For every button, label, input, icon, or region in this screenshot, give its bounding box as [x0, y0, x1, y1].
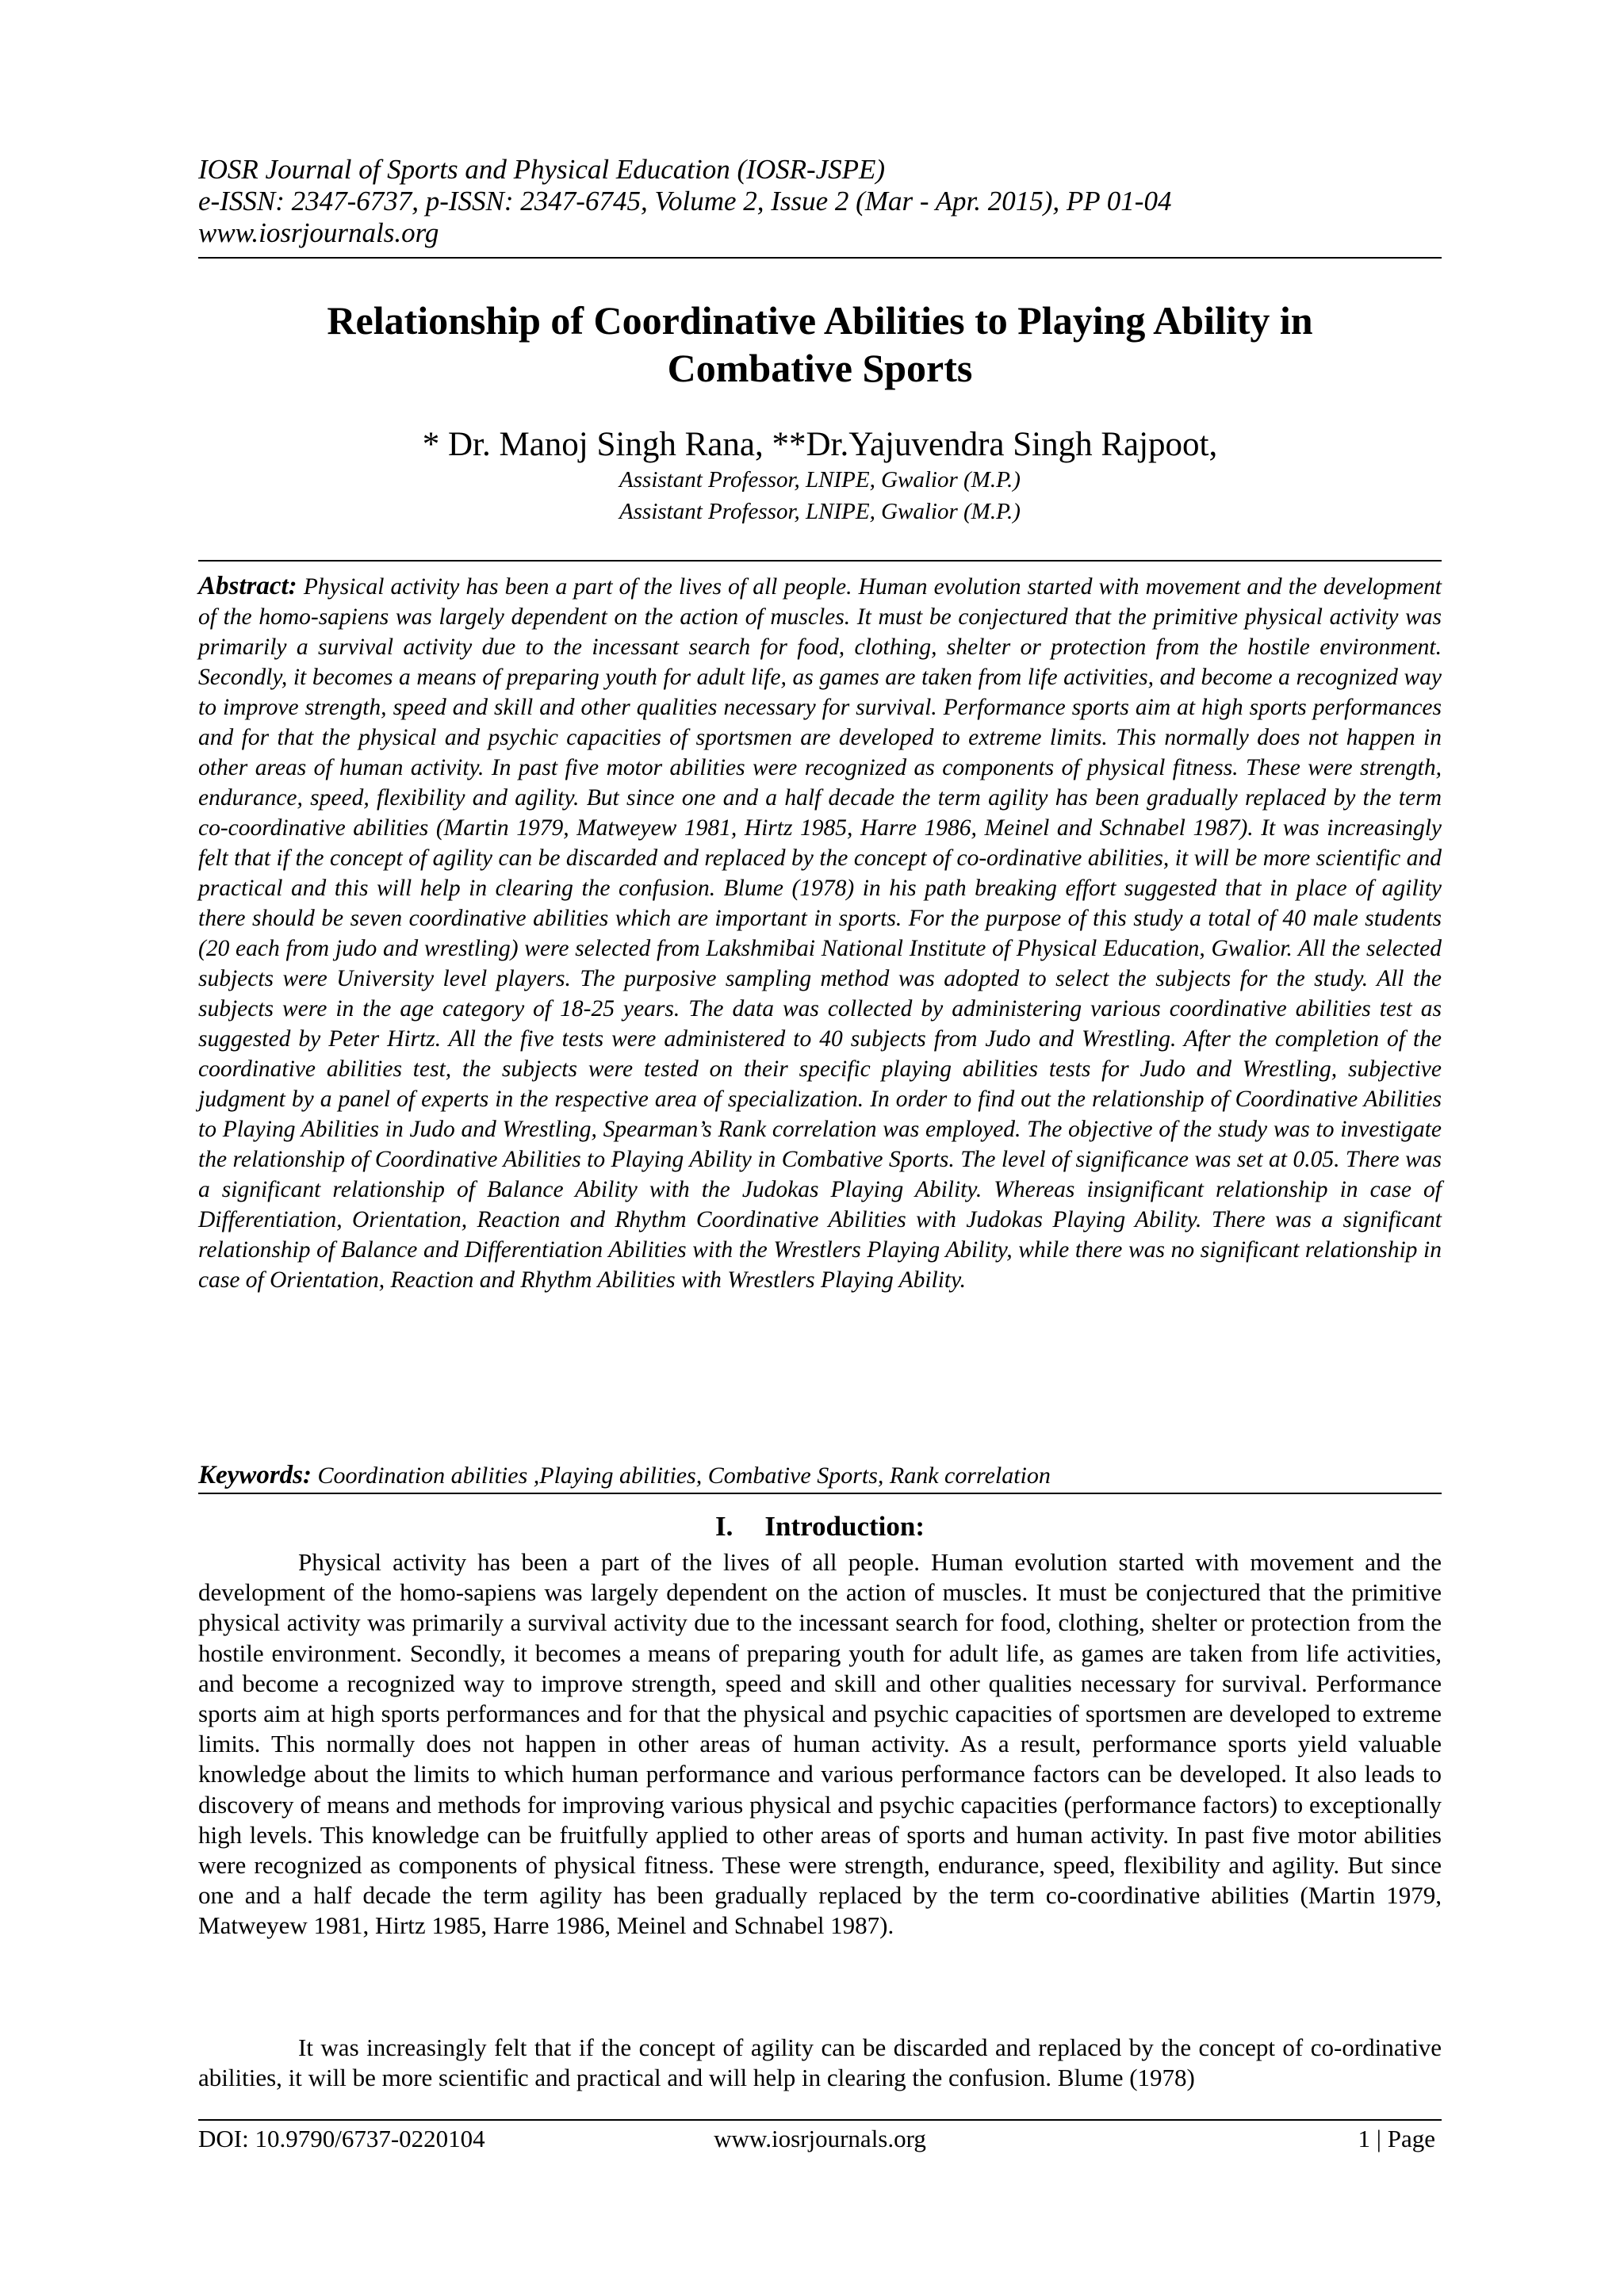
- abstract-text: Physical activity has been a part of the lives of all people. Human evolution started with movement and the development of the homo-sapiens was largely dependent on the action of muscles. It must be conjectured that the primitive physical activity was primarily a survival activity due to the incessant search for food, clothing, shelter or protection from the hostile environment. Secondly, it becomes a means of preparing youth for adult life, as games are taken from life activities, and become a recognized way to improve strength, speed and skill and other qualities necessary for survival. Performance sports aim at high sports performances and for that the physical and psychic capacities of sportsmen are developed to extreme limits. This normally does not happen in other areas of human activity. In past five motor abilities were recognized as components of physical fitness. These were strength, endurance, speed, flexibility and agility. But since one and a half decade the term agility has been gradually replaced by the term co-coordinative abilities (Martin 1979, Matweyew 1981, Hirtz 1985, Harre 1986, Meinel and Schnabel 1987). It was increasingly felt that if the concept of agility can be discarded and replaced by the concept of co-ordinative abilities, it will be more scientific and practical and this will help in clearing the confusion. Blume (1978) in his path breaking effort suggested that in place of agility there should be seven coordinative abilities which are important in sports. For the purpose of this study a total of 40 male students (20 each from judo and wrestling) were selected from Lakshmibai National Institute of Physical Education, Gwalior. All the selected subjects were University level players. The purposive sampling method was adopted to select the subjects for the study. All the subjects were in the age category of 18-25 years. The data was collected by administering various coordinative abilities test as suggested by Peter Hirtz. All the five tests were administered to 40 subjects from Judo and Wrestling. After the completion of the coordinative abilities test, the subjects were tested on their specific playing abilities tests for Judo and Wrestling, subjective judgment by a panel of experts in the respective area of specialization. In order to find out the relationship of Coordinative Abilities to Playing Abilities in Judo and Wrestling, Spearman’s Rank correlation was employed. The objective of the study was to investigate the relationship of Coordinative Abilities to Playing Ability in Combative Sports. The level of significance was set at 0.05. There was a significant relationship of Balance Ability with the Judokas Playing Ability. Whereas insignificant relationship in case of Differentiation, Orientation, Reaction and Rhythm Coordinative Abilities with Judokas Playing Ability. There was a significant relationship of Balance and Differentiation Abilities with the Wrestlers Playing Ability, while there was no significant relationship in case of Orientation, Reaction and Rhythm Abilities with Wrestlers Playing Ability.: [198, 574, 1442, 1293]
- title-line-2: Combative Sports: [667, 346, 973, 390]
- header-rule: [198, 257, 1442, 259]
- journal-header: [198, 154, 1442, 249]
- keywords-text: Coordination abilities ,Playing abilities, Combative Sports, Rank correlation: [317, 1462, 1051, 1489]
- section-heading-introduction: [198, 1511, 1442, 1543]
- authors: * Dr. Manoj Singh Rana, **Dr.Yajuvendra Singh Rajpoot,: [422, 426, 1218, 463]
- section-title: Introduction:: [764, 1511, 925, 1542]
- article-title: [198, 297, 1442, 392]
- section-number: I.: [715, 1511, 733, 1542]
- keywords-label: Keywords:: [198, 1461, 312, 1489]
- title-line-1: Relationship of Coordinative Abilities to Playing Ability in: [327, 298, 1313, 343]
- journal-name: IOSR Journal of Sports and Physical Education (IOSR-JSPE): [198, 154, 886, 185]
- abstract: [198, 571, 1442, 1295]
- affiliation-1: Assistant Professor, LNIPE, Gwalior (M.P.): [619, 467, 1021, 493]
- keywords: [198, 1460, 1442, 1491]
- intro-paragraph-1: Physical activity has been a part of the lives of all people. Human evolution started with movement and the development of the homo-sapiens was largely dependent on the action of muscles. It must be conjectured that the primitive physical activity was primarily a survival activity due to the incessant search for food, clothing, shelter or protection from the hostile environment. Secondly, it becomes a means of preparing youth for adult life, as games are taken from life activities, and become a recognized way to improve strength, speed and skill and other qualities necessary for survival. Performance sports aim at high sports performances and for that the physical and psychic capacities of sportsmen are developed to extreme limits. This normally does not happen in other areas of human activity. As a result, performance sports yield valuable knowledge about the limits to which human performance and various performance factors can be developed. It also leads to discovery of means and methods for improving various physical and psychic capacities (performance factors) to exceptionally high levels. This knowledge can be fruitfully applied to other areas of sports and human activity. In past five motor abilities were recognized as components of physical fitness. These were strength, endurance, speed, flexibility and agility. But since one and a half decade the term agility has been gradually replaced by the term co-coordinative abilities (Martin 1979, Matweyew 1981, Hirtz 1985, Harre 1986, Meinel and Schnabel 1987).: [198, 1548, 1442, 1940]
- intro-paragraph-2: It was increasingly felt that if the concept of agility can be discarded and replaced by the concept of co-ordinative abilities, it will be more scientific and practical and will help in clearing the confusion. Blume (1978): [198, 2033, 1442, 2092]
- footer-rule: [198, 2119, 1442, 2121]
- footer-website[interactable]: www.iosrjournals.org: [714, 2125, 926, 2152]
- abstract-bottom-rule: [198, 1493, 1442, 1494]
- abstract-top-rule: [198, 560, 1442, 562]
- page-footer: [198, 2123, 1442, 2155]
- page-number: 1 | Page: [1358, 2125, 1435, 2152]
- affiliation-2: Assistant Professor, LNIPE, Gwalior (M.P.): [619, 499, 1021, 524]
- abstract-label: Abstract:: [198, 572, 297, 600]
- journal-website[interactable]: www.iosrjournals.org: [198, 217, 439, 248]
- doi[interactable]: DOI: 10.9790/6737-0220104: [198, 2125, 485, 2152]
- issn-volume-line: e-ISSN: 2347-6737, p-ISSN: 2347-6745, Volume 2, Issue 2 (Mar - Apr. 2015), PP 01-04: [198, 186, 1172, 217]
